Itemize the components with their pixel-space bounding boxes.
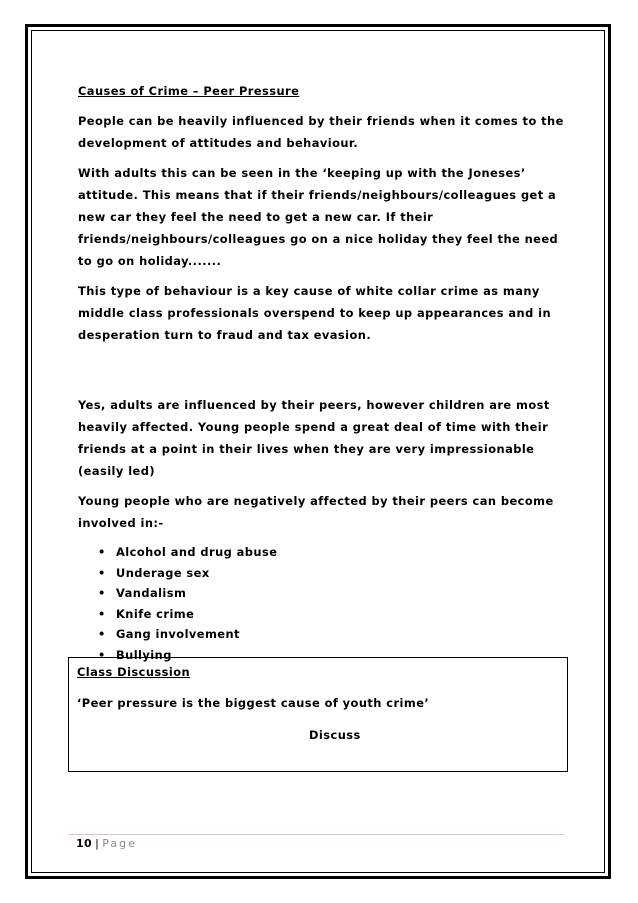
list-item: • Underage sex bbox=[98, 563, 568, 584]
list-item: • Gang involvement bbox=[98, 624, 568, 645]
list-item: • Alcohol and drug abuse bbox=[98, 542, 568, 563]
list-item: • Bullying bbox=[98, 645, 568, 666]
paragraph-peer-influence: People can be heavily influenced by their friends when it comes to the development of attitudes and behaviour. bbox=[78, 114, 564, 150]
consequences-list bbox=[78, 542, 568, 665]
footer-separator: | bbox=[95, 837, 100, 850]
paragraph-white-collar: This type of behaviour is a key cause of white collar crime as many middle class professionals overspend to keep up appearances and in desperation turn to fraud and tax evasion. bbox=[78, 284, 552, 342]
class-discussion-box bbox=[68, 657, 568, 772]
bullet-icon: • bbox=[98, 627, 106, 641]
footer-divider bbox=[68, 834, 564, 835]
paragraph-involved-in: Young people who are negatively affected by their peers can become involved in:- bbox=[78, 494, 554, 530]
list-item: • Knife crime bbox=[98, 604, 568, 625]
bullet-icon: • bbox=[98, 565, 106, 580]
page-label: Page bbox=[102, 837, 137, 850]
paragraph-children: Yes, adults are influenced by their peers, however children are most heavily affected. Young people spend a great deal of time with their friends at a point in their lives when they are very impressionable (easily led) bbox=[78, 398, 550, 478]
discussion-instruction: Discuss bbox=[309, 728, 361, 742]
list-item: • Vandalism bbox=[98, 583, 568, 604]
bullet-icon: • bbox=[98, 545, 106, 559]
discussion-quote: ‘Peer pressure is the biggest cause of youth crime’ bbox=[77, 696, 430, 710]
document-body bbox=[78, 80, 568, 665]
paragraph-joneses: With adults this can be seen in the ‘keeping up with the Joneses’ attitude. This means that if their friends/neighbours/colleagues get a new car they feel the need to get a new car. If their friends/neighbours/colleagues go on a nice holiday they feel the need to go on holiday....... bbox=[78, 166, 559, 268]
paragraph-spacer bbox=[78, 354, 568, 394]
bullet-icon: • bbox=[98, 586, 106, 600]
bullet-icon: • bbox=[98, 647, 106, 662]
page-number: 10 bbox=[76, 837, 93, 850]
section-title: Causes of Crime – Peer Pressure bbox=[78, 84, 300, 98]
bullet-icon: • bbox=[98, 606, 106, 621]
discussion-title: Class Discussion bbox=[77, 665, 191, 679]
page-footer bbox=[76, 837, 137, 850]
